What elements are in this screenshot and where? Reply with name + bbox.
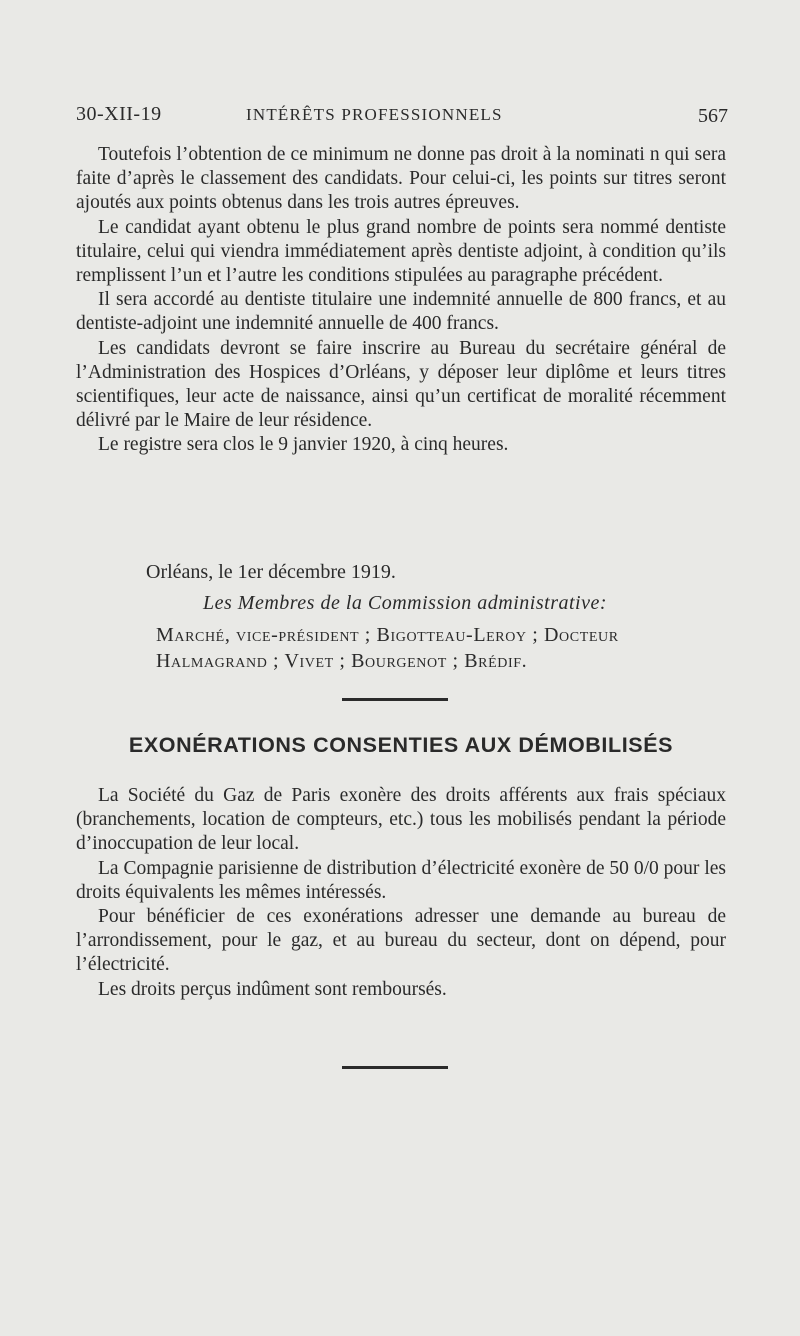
names-line: Halmagrand ; Vivet ; Bourgenot ; Brédif. <box>156 650 528 672</box>
signature-date: Orléans, le 1er décembre 1919. <box>146 561 396 583</box>
body-top <box>76 143 726 458</box>
paragraph: Toutefois l’obtention de ce minimum ne donne pas droit à la nominati n qui sera faite d’après le classement des candidats. Pour celui-ci, les points sur titres seront ajoutés aux points obtenus dans les trois autres épreuves. <box>76 144 726 214</box>
names-line: Marché, vice-président ; Bigotteau-Leroy ; Docteur <box>156 624 619 646</box>
section-divider <box>342 698 448 701</box>
running-header <box>76 103 728 133</box>
paragraph: Pour bénéficier de ces exonérations adresser une demande au bureau de l’arrondissement, pour le gaz, et au bureau du secteur, dont on dépend, pour l’électricité. <box>76 906 726 976</box>
signature-title: Les Membres de la Commission administrative: <box>203 592 608 614</box>
paragraph: La Société du Gaz de Paris exonère des droits afférents aux frais spéciaux (branchements, location de compteurs, etc.) tous les mobilisés pendant la période d’inoccupation de leur local. <box>76 785 726 855</box>
page-number: 567 <box>698 105 728 127</box>
paragraph: Les droits perçus indûment sont remboursés. <box>98 978 447 1000</box>
signature-names <box>76 622 726 674</box>
paragraph: Le candidat ayant obtenu le plus grand nombre de points sera nommé dentiste titulaire, celui qui viendra immédiatement après dentiste adjoint, à condition qu’ils remplissent l’un et l’autre les conditions stipulées au paragraphe précédent. <box>76 216 726 287</box>
paragraph: La Compagnie parisienne de distribution d’électricité exonère de 50 0/0 pour les droits équivalents les mêmes intéressés. <box>76 857 726 903</box>
paragraph: Le registre sera clos le 9 janvier 1920, à cinq heures. <box>98 434 509 456</box>
paragraph: Les candidats devront se faire inscrire au Bureau du secrétaire général de l’Administration des Hospices d’Orléans, y déposer leur diplôme et leurs titres scientifiques, leur acte de naissance, ainsi qu’un certificat de moralité récemment délivré par le Maire de leur résidence. <box>76 337 726 432</box>
body-bottom <box>76 784 726 1002</box>
header-title: INTÉRÊTS PROFESSIONNELS <box>246 105 503 124</box>
end-divider <box>342 1066 448 1069</box>
header-date: 30-XII-19 <box>76 103 162 125</box>
section-heading: EXONÉRATIONS CONSENTIES AUX DÉMOBILISÉS <box>128 733 674 757</box>
paragraph: Il sera accordé au dentiste titulaire une indemnité annuelle de 800 francs, et au dentiste-adjoint une indemnité annuelle de 400 francs. <box>76 289 726 335</box>
